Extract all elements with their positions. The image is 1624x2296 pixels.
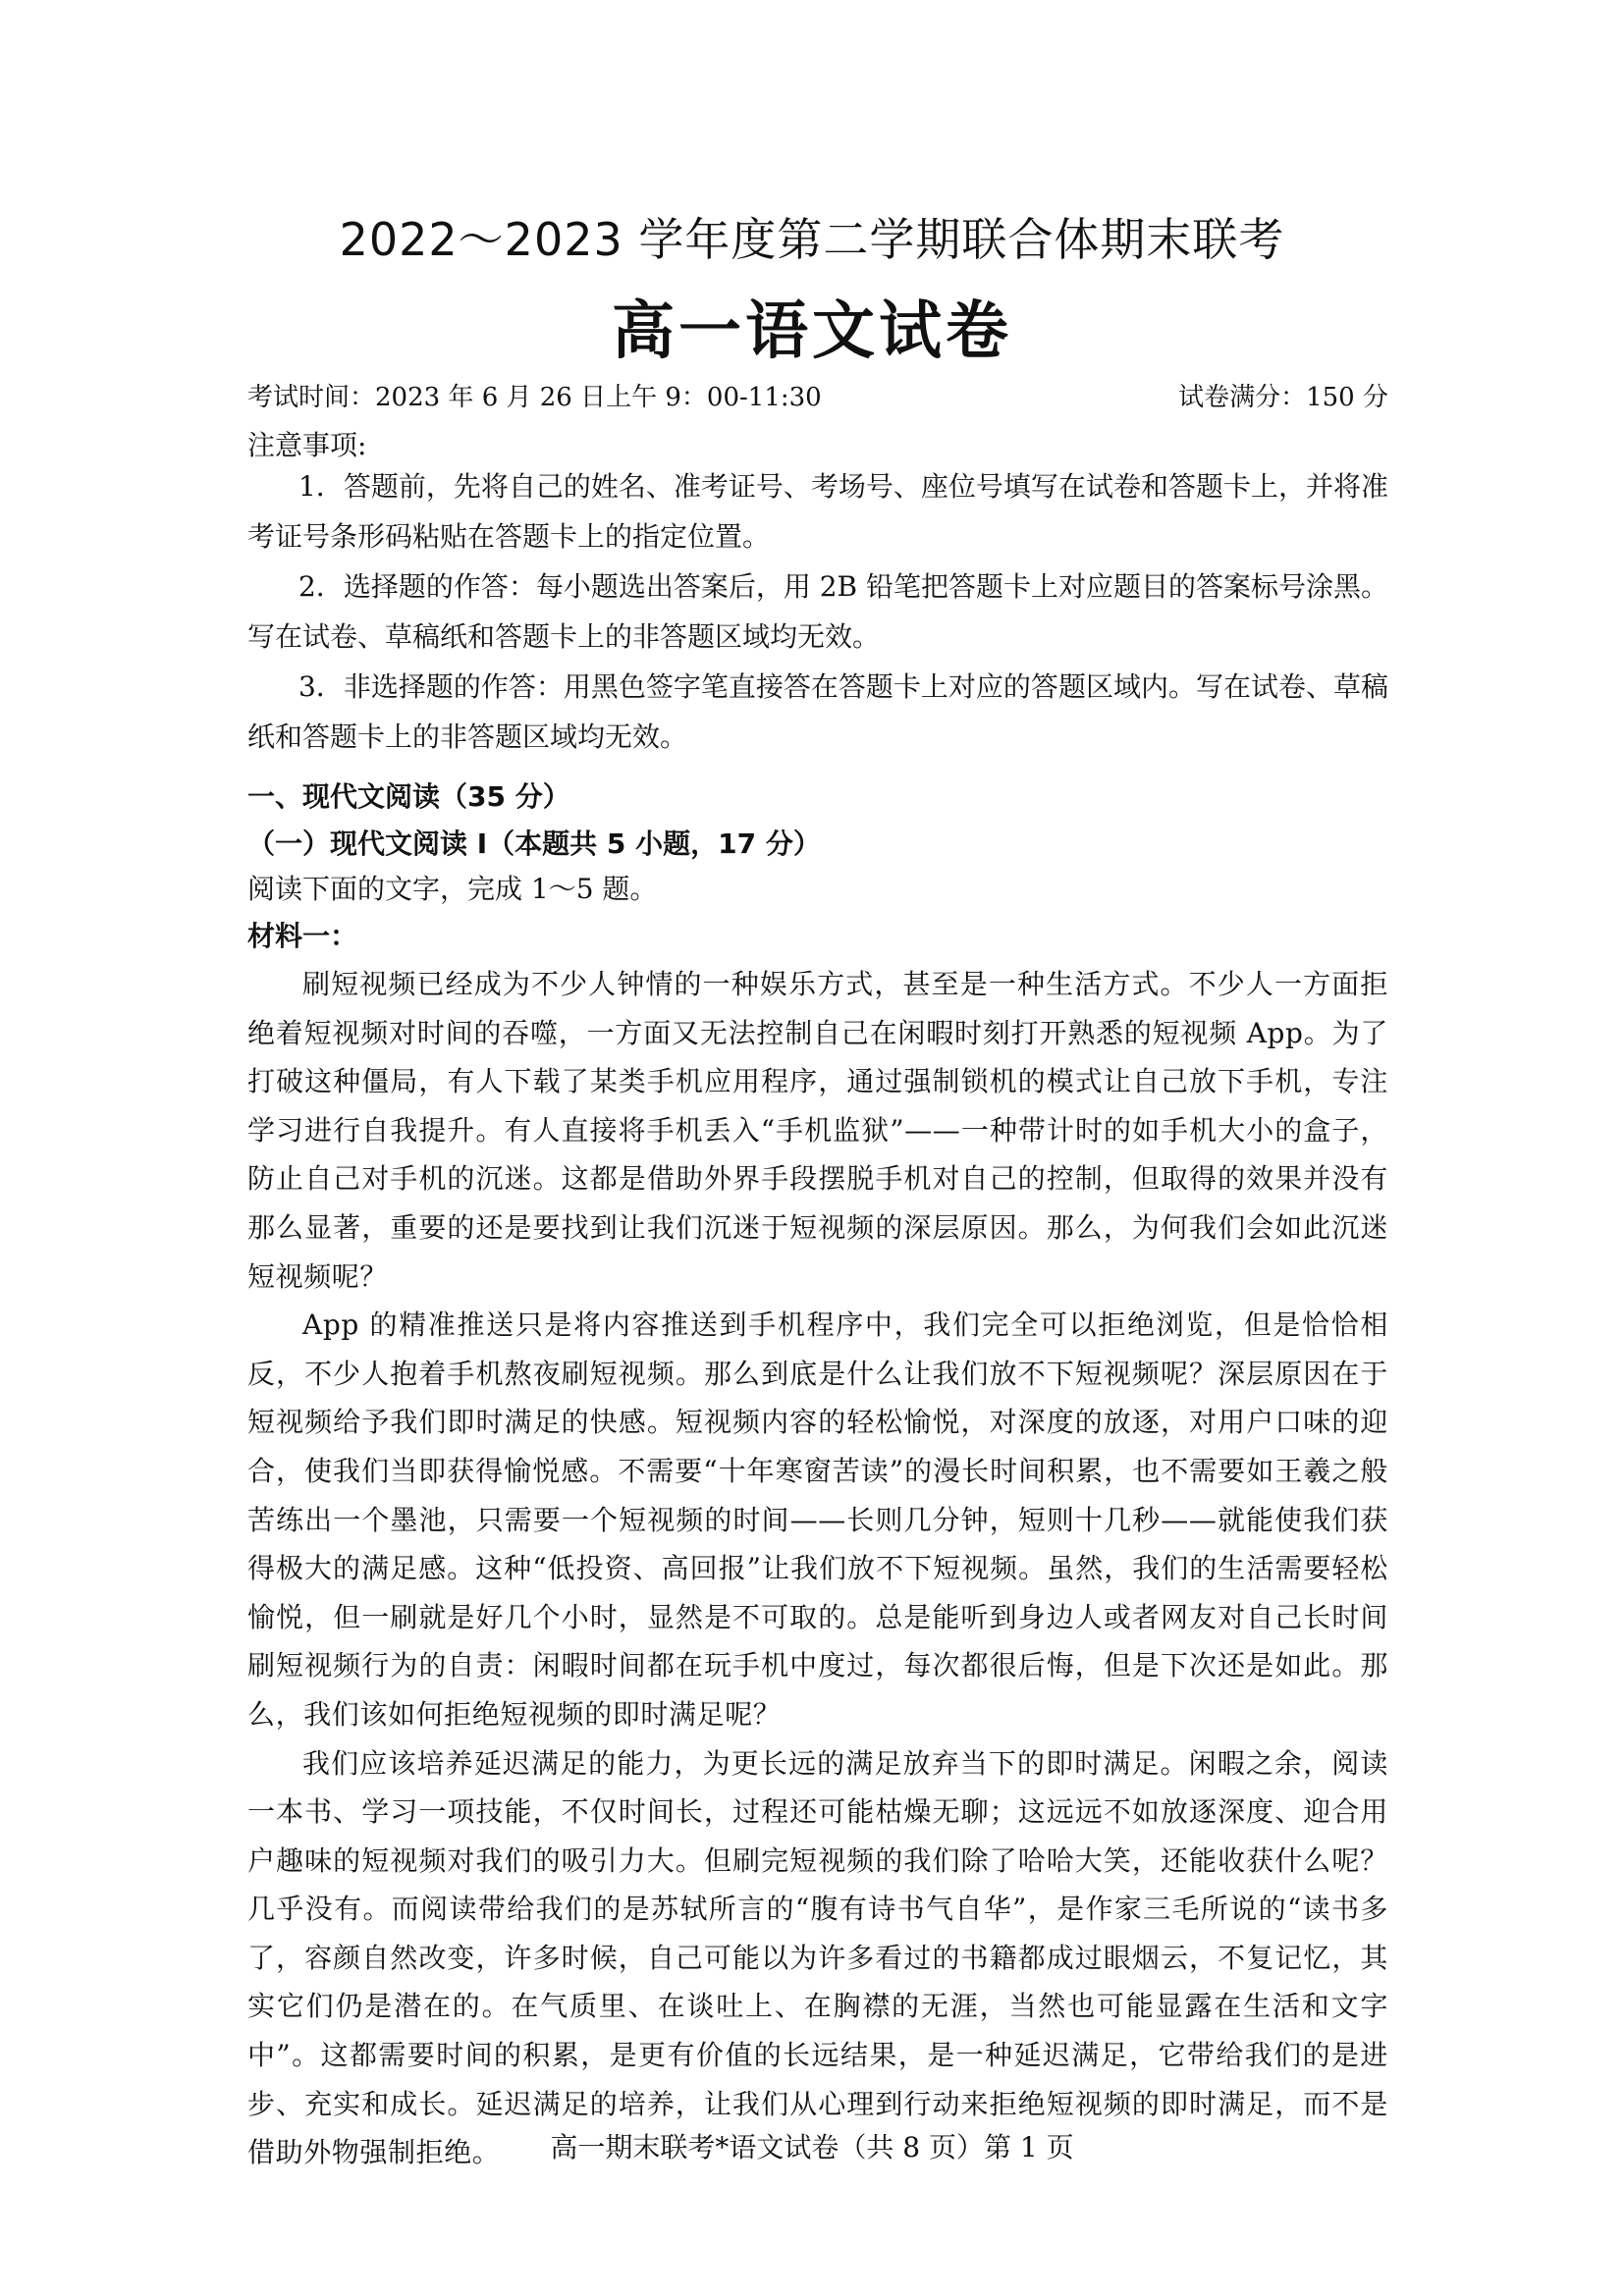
notice-item-1: 1．答题前，先将自己的姓名、准考证号、考场号、座位号填写在试卷和答题卡上，并将准考证号条形码粘贴在答题卡上的指定位置。: [247, 470, 1388, 553]
section-subheading: （一）现代文阅读 I（本题共 5 小题，17 分）: [247, 828, 821, 860]
notice-list: [247, 461, 1388, 762]
exam-title: 2022～2023 学年度第二学期联合体期末联考: [339, 213, 1285, 266]
material-label: 材料一：: [247, 920, 358, 952]
exam-subtitle: 高一语文试卷: [612, 295, 1012, 368]
notice-label: 注意事项:: [247, 429, 367, 461]
notice-item-3: 3．非选择题的作答：用黑色签字笔直接答在答题卡上对应的答题区域内。写在试卷、草稿纸和答题卡上的非答题区域均无效。: [247, 670, 1388, 753]
full-score: 试卷满分：150 分: [1178, 383, 1388, 412]
passage-paragraph-1: 刷短视频已经成为不少人钟情的一种娱乐方式，甚至是一种生活方式。不少人一方面拒绝着短视频对时间的吞噬，一方面又无法控制自己在闲暇时刻打开熟悉的短视频 App。为了打破这种僵局，有人下载了某类手机应用程序，通过强制锁机的模式让自己放下手机，专注学习进行自我提升。有人直接将手机丢入“手机监狱”——一种带计时的如手机大小的盒子，防止自己对手机的沉迷。这都是借助外界手段摆脱手机对自己的控制，但取得的效果并没有那么显著，重要的还是要找到让我们沉迷于短视频的深层原因。那么，为何我们会如此沉迷短视频呢？: [247, 968, 1388, 1293]
reading-instruction: 阅读下面的文字，完成 1～5 题。: [247, 873, 658, 905]
passage-paragraph-2: App 的精准推送只是将内容推送到手机程序中，我们完全可以拒绝浏览，但是恰恰相反，不少人抱着手机熬夜刷短视频。那么到底是什么让我们放不下短视频呢？深层原因在于短视频给予我们即时满足的快感。短视频内容的轻松愉悦，对深度的放逐，对用户口味的迎合，使我们当即获得愉悦感。不需要“十年寒窗苦读”的漫长时间积累，也不需要如王羲之般苦练出一个墨池，只需要一个短视频的时间——长则几分钟，短则十几秒——就能使我们获得极大的满足感。这种“低投资、高回报”让我们放不下短视频。虽然，我们的生活需要轻松愉悦，但一刷就是好几个小时，显然是不可取的。总是能听到身边人或者网友对自己长时间刷短视频行为的自责：闲暇时间都在玩手机中度过，每次都很后悔，但是下次还是如此。那么，我们该如何拒绝短视频的即时满足呢？: [247, 1308, 1388, 1731]
passage-paragraph-3: 我们应该培养延迟满足的能力，为更长远的满足放弃当下的即时满足。闲暇之余，阅读一本书、学习一项技能，不仅时间长，过程还可能枯燥无聊；这远远不如放逐深度、迎合用户趣味的短视频对我们的吸引力大。但刷完短视频的我们除了哈哈大笑，还能收获什么呢？几乎没有。而阅读带给我们的是苏轼所言的“腹有诗书气自华”，是作家三毛所说的“读书多了，容颜自然改变，许多时候，自己可能以为许多看过的书籍都成过眼烟云，不复记忆，其实它们仍是潜在的。在气质里、在谈吐上、在胸襟的无涯，当然也可能显露在生活和文字中”。这都需要时间的积累，是更有价值的长远结果，是一种延迟满足，它带给我们的是进步、充实和成长。延迟满足的培养，让我们从心理到行动来拒绝短视频的即时满足，而不是借助外物强制拒绝。: [247, 1746, 1388, 2169]
passage: [247, 960, 1388, 2177]
page-footer: 高一期末联考*语文试卷（共 8 页）第 1 页: [550, 2131, 1074, 2163]
section-heading: 一、现代文阅读（35 分）: [247, 780, 570, 813]
notice-item-2: 2．选择题的作答：每小题选出答案后，用 2B 铅笔把答题卡上对应题目的答案标号涂黑。写在试卷、草稿纸和答题卡上的非答题区域均无效。: [247, 570, 1389, 653]
exam-time: 考试时间：2023 年 6 月 26 日上午 9：00-11:30: [247, 383, 822, 412]
